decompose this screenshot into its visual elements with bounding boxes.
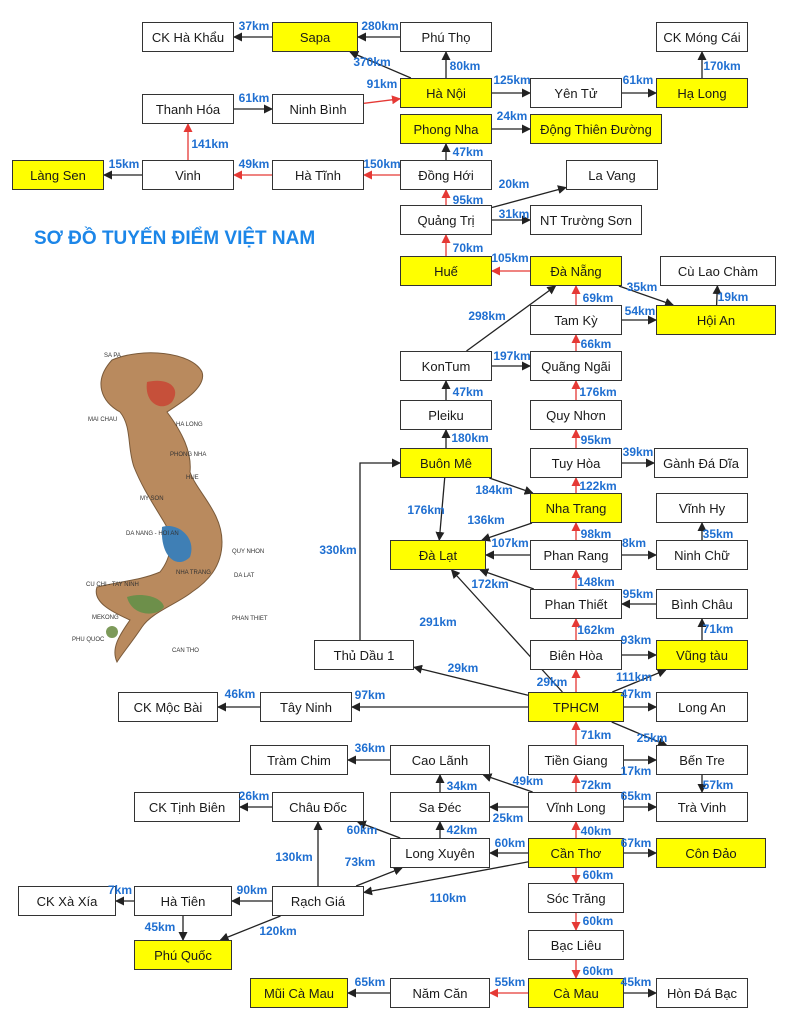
node-nam-can: Năm Căn (390, 978, 490, 1008)
map-label: NHA TRANG (176, 570, 211, 576)
distance-label: 71km (702, 622, 734, 636)
distance-label: 49km (238, 157, 270, 171)
node-ck-xa-xia: CK Xà Xía (18, 886, 116, 916)
map-label: CU CHI - TAY NINH (86, 582, 139, 588)
node-tram-chim: Tràm Chim (250, 745, 348, 775)
node-quang-tri: Quảng Trị (400, 205, 492, 235)
node-vinh-hy: Vĩnh Hy (656, 493, 748, 523)
node-ha-tien: Hà Tiên (134, 886, 232, 916)
distance-label: 172km (471, 577, 509, 591)
distance-label: 61km (622, 73, 654, 87)
distance-label: 65km (620, 789, 652, 803)
node-tien-giang: Tiền Giang (528, 745, 624, 775)
node-buon-me: Buôn Mê (400, 448, 492, 478)
node-ninh-binh: Ninh Bình (272, 94, 364, 124)
distance-label: 45km (144, 920, 176, 934)
distance-label: 17km (620, 764, 652, 778)
distance-label: 120km (259, 924, 297, 938)
map-label: HA LONG (176, 422, 203, 428)
map-label: DA LAT (234, 573, 255, 579)
distance-label: 370km (353, 55, 391, 69)
map-label: DA NANG - HOI AN (126, 531, 179, 537)
node-phu-quoc: Phú Quốc (134, 940, 232, 970)
distance-label: 176km (407, 503, 445, 517)
distance-label: 65km (354, 975, 386, 989)
distance-label: 291km (419, 615, 457, 629)
node-nha-trang: Nha Trang (530, 493, 622, 523)
node-dong-hoi: Đồng Hới (400, 160, 492, 190)
distance-label: 95km (452, 193, 484, 207)
distance-label: 31km (498, 207, 530, 221)
distance-label: 176km (579, 385, 617, 399)
node-cu-lao-cham: Cù Lao Chàm (660, 256, 776, 286)
node-sapa: Sapa (272, 22, 358, 52)
distance-label: 45km (620, 975, 652, 989)
node-quy-nhon: Quy Nhơn (530, 400, 622, 430)
distance-label: 15km (108, 157, 140, 171)
node-ganh-da-dia: Gành Đá Dĩa (654, 448, 748, 478)
distance-label: 184km (475, 483, 513, 497)
distance-label: 29km (447, 661, 479, 675)
node-rach-gia: Rạch Giá (272, 886, 364, 916)
distance-label: 105km (491, 251, 529, 265)
distance-label: 37km (238, 19, 270, 33)
node-ben-tre: Bến Tre (656, 745, 748, 775)
node-lang-sen: Làng Sen (12, 160, 104, 190)
node-pleiku: Pleiku (400, 400, 492, 430)
distance-label: 25km (492, 811, 524, 825)
distance-label: 122km (579, 479, 617, 493)
arrow-ninh-binh-to-ha-noi (364, 99, 400, 104)
node-tam-ky: Tam Kỳ (530, 305, 622, 335)
diagram-title: SƠ ĐỒ TUYẾN ĐIỂM VIỆT NAM (34, 228, 316, 249)
arrow-rach-gia-to-long-xuyen (356, 868, 402, 886)
map-label: SA PA (104, 353, 121, 359)
distance-label: 330km (319, 543, 357, 557)
distance-label: 67km (620, 836, 652, 850)
map-label: PHU QUOC (72, 637, 105, 643)
node-vinh: Vinh (142, 160, 234, 190)
node-nt-truong-son: NT Trường Sơn (530, 205, 642, 235)
distance-label: 125km (493, 73, 531, 87)
distance-label: 95km (580, 433, 612, 447)
distance-label: 47km (452, 385, 484, 399)
distance-label: 19km (717, 290, 749, 304)
distance-label: 107km (491, 536, 529, 550)
node-phan-thiet: Phan Thiết (530, 589, 622, 619)
distance-label: 98km (580, 527, 612, 541)
distance-label: 73km (344, 855, 376, 869)
distance-label: 25km (636, 731, 668, 745)
distance-label: 180km (451, 431, 489, 445)
distance-label: 61km (238, 91, 270, 105)
node-hon-da-bac: Hòn Đá Bạc (656, 978, 748, 1008)
node-la-vang: La Vang (566, 160, 658, 190)
distance-label: 95km (622, 587, 654, 601)
node-long-xuyen: Long Xuyên (390, 838, 490, 868)
distance-label: 298km (468, 309, 506, 323)
distance-label: 71km (580, 728, 612, 742)
node-long-an: Long An (656, 692, 748, 722)
distance-label: 80km (449, 59, 481, 73)
node-kontum: KonTum (400, 351, 492, 381)
map-label: HUE (186, 475, 199, 481)
node-da-lat: Đà Lạt (390, 540, 486, 570)
distance-label: 130km (275, 850, 313, 864)
map-label: PHONG NHA (170, 452, 207, 458)
node-vung-tau: Vũng tàu (656, 640, 748, 670)
node-ha-tinh: Hà Tĩnh (272, 160, 364, 190)
distance-label: 29km (536, 675, 568, 689)
map-label: MY SON (140, 496, 164, 502)
distance-label: 36km (354, 741, 386, 755)
distance-label: 55km (494, 975, 526, 989)
distance-label: 60km (346, 823, 378, 837)
distance-label: 40km (580, 824, 612, 838)
node-ck-mong-cai: CK Móng Cái (656, 22, 748, 52)
distance-label: 136km (467, 513, 505, 527)
distance-label: 60km (494, 836, 526, 850)
node-sa-dec: Sa Đéc (390, 792, 490, 822)
node-ck-tinh-bien: CK Tịnh Biên (134, 792, 240, 822)
distance-label: 57km (702, 778, 734, 792)
distance-label: 60km (582, 914, 614, 928)
distance-label: 24km (496, 109, 528, 123)
map-label: CAN THO (172, 648, 199, 654)
distance-label: 280km (361, 19, 399, 33)
distance-label: 60km (582, 868, 614, 882)
node-bien-hoa: Biên Hòa (530, 640, 622, 670)
node-binh-chau: Bình Châu (656, 589, 748, 619)
distance-label: 26km (238, 789, 270, 803)
node-yen-tu: Yên Tử (530, 78, 622, 108)
distance-label: 46km (224, 687, 256, 701)
distance-label: 8km (621, 536, 647, 550)
node-soc-trang: Sóc Trăng (528, 883, 624, 913)
node-tuy-hoa: Tuy Hòa (530, 448, 622, 478)
distance-label: 47km (452, 145, 484, 159)
map-label: PHAN THIET (232, 616, 268, 622)
distance-label: 170km (703, 59, 741, 73)
node-cao-lanh: Cao Lãnh (390, 745, 490, 775)
node-ca-mau: Cà Mau (528, 978, 624, 1008)
distance-label: 42km (446, 823, 478, 837)
distance-label: 150km (363, 157, 401, 171)
distance-label: 35km (702, 527, 734, 541)
node-bac-lieu: Bạc Liêu (528, 930, 624, 960)
map-label: MAI CHAU (88, 417, 118, 423)
node-ninh-chu: Ninh Chữ (656, 540, 748, 570)
node-phong-nha: Phong Nha (400, 114, 492, 144)
distance-label: 93km (620, 633, 652, 647)
node-ck-ha-khau: CK Hà Khẩu (142, 22, 234, 52)
distance-label: 110km (429, 891, 467, 905)
distance-label: 20km (498, 177, 530, 191)
distance-label: 97km (354, 688, 386, 702)
distance-label: 90km (236, 883, 268, 897)
map-label: QUY NHON (232, 549, 265, 555)
node-hue: Huế (400, 256, 492, 286)
distance-label: 197km (493, 349, 531, 363)
distance-label: 148km (577, 575, 615, 589)
distance-label: 39km (622, 445, 654, 459)
distance-label: 91km (366, 77, 398, 91)
node-tay-ninh: Tây Ninh (260, 692, 352, 722)
node-chau-doc: Châu Đốc (272, 792, 364, 822)
distance-label: 66km (580, 337, 612, 351)
distance-label: 54km (624, 304, 656, 318)
node-hoi-an: Hội An (656, 305, 776, 335)
map-label: MEKONG (92, 615, 119, 621)
distance-label: 69km (582, 291, 614, 305)
distance-label: 60km (582, 964, 614, 978)
node-thu-dau-1: Thủ Dầu 1 (314, 640, 414, 670)
distance-label: 7km (107, 883, 133, 897)
node-ha-long: Hạ Long (656, 78, 748, 108)
node-ck-moc-bai: CK Mộc Bài (118, 692, 218, 722)
node-tphcm: TPHCM (528, 692, 624, 722)
distance-label: 35km (626, 280, 658, 294)
distance-label: 72km (580, 778, 612, 792)
distance-label: 34km (446, 779, 478, 793)
node-thanh-hoa: Thanh Hóa (142, 94, 234, 124)
node-ha-noi: Hà Nội (400, 78, 492, 108)
distance-label: 70km (452, 241, 484, 255)
node-dong-thien-duong: Động Thiên Đường (530, 114, 662, 144)
node-con-dao: Côn Đảo (656, 838, 766, 868)
node-tra-vinh: Trà Vinh (656, 792, 748, 822)
node-phu-tho: Phú Thọ (400, 22, 492, 52)
vietnam-map-illustration (72, 342, 282, 672)
node-da-nang: Đà Nẵng (530, 256, 622, 286)
distance-label: 47km (620, 687, 652, 701)
distance-label: 49km (512, 774, 544, 788)
distance-label: 111km (615, 670, 653, 684)
node-can-tho: Cần Thơ (528, 838, 624, 868)
distance-label: 141km (191, 137, 229, 151)
node-vinh-long: Vĩnh Long (528, 792, 624, 822)
node-phan-rang: Phan Rang (530, 540, 622, 570)
distance-label: 162km (577, 623, 615, 637)
node-mui-ca-mau: Mũi Cà Mau (250, 978, 348, 1008)
node-quang-ngai: Quãng Ngãi (530, 351, 622, 381)
